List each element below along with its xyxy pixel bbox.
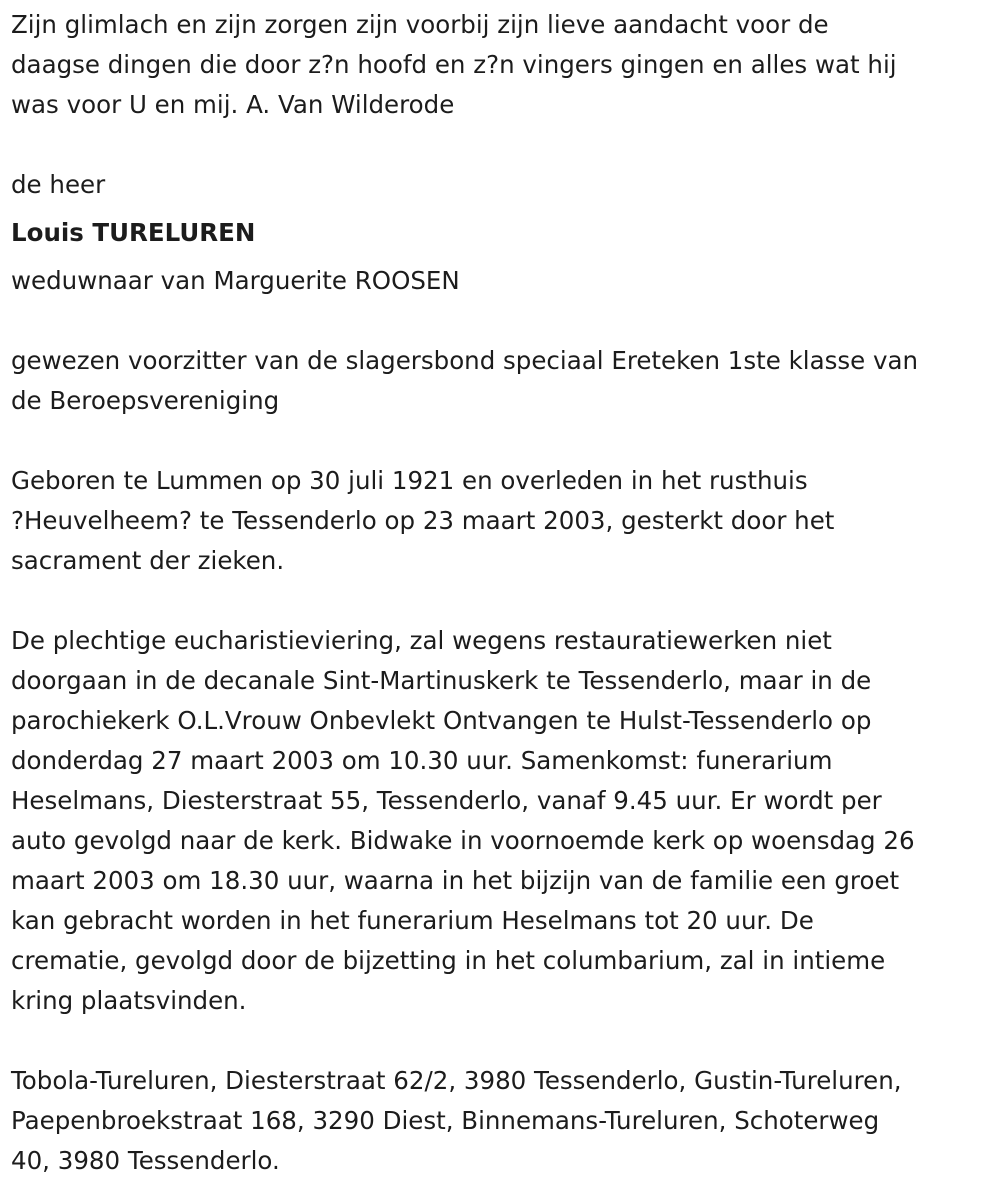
occupation-paragraph: gewezen voorzitter van de slagersbond speciaal Ereteken 1ste klasse van de Beroepsvereniging (11, 346, 919, 415)
deceased-name: Louis TURELUREN (11, 218, 256, 247)
ceremony-paragraph: De plechtige eucharistieviering, zal wegens restauratiewerken niet doorgaan in de decanale Sint-Martinuskerk te Tessenderlo, maar in de parochiekerk O.L.Vrouw Onbevlekt Ontvangen te Hulst-Tessenderlo op donderdag 27 maart 2003 om 10.30 uur. Samenkomst: funerarium Heselmans, Diesterstraat 55, Tessenderlo, vanaf 9.45 uur. Er wordt per auto gevolgd naar de kerk. Bidwake in voornoemde kerk op woensdag 26 maart 2003 om 18.30 uur, waarna in het bijzijn van de familie een groet kan gebracht worden in het funerarium Heselmans tot 20 uur. De crematie, gevolgd door de bijzetting in het columbarium, zal in intieme kring plaatsvinden. (11, 626, 915, 1015)
spouse-line: weduwnaar van Marguerite ROOSEN (11, 266, 460, 295)
family-addresses: Tobola-Tureluren, Diesterstraat 62/2, 3980 Tessenderlo, Gustin-Tureluren, Paepenbroekstraat 168, 3290 Diest, Binnemans-Tureluren, Schoterweg 40, 3980 Tessenderlo. (11, 1066, 902, 1175)
birth-death-paragraph: Geboren te Lummen op 30 juli 1921 en overleden in het rusthuis ?Heuvelheem? te Tessenderlo op 23 maart 2003, gesterkt door het sacrament der zieken. (11, 466, 835, 575)
death-notice (11, 5, 991, 1181)
honorific: de heer (11, 170, 106, 199)
memorial-quote: Zijn glimlach en zijn zorgen zijn voorbij zijn lieve aandacht voor de daagse dingen die door z?n hoofd en z?n vingers gingen en alles wat hij was voor U en mij. A. Van Wilderode (11, 10, 897, 119)
